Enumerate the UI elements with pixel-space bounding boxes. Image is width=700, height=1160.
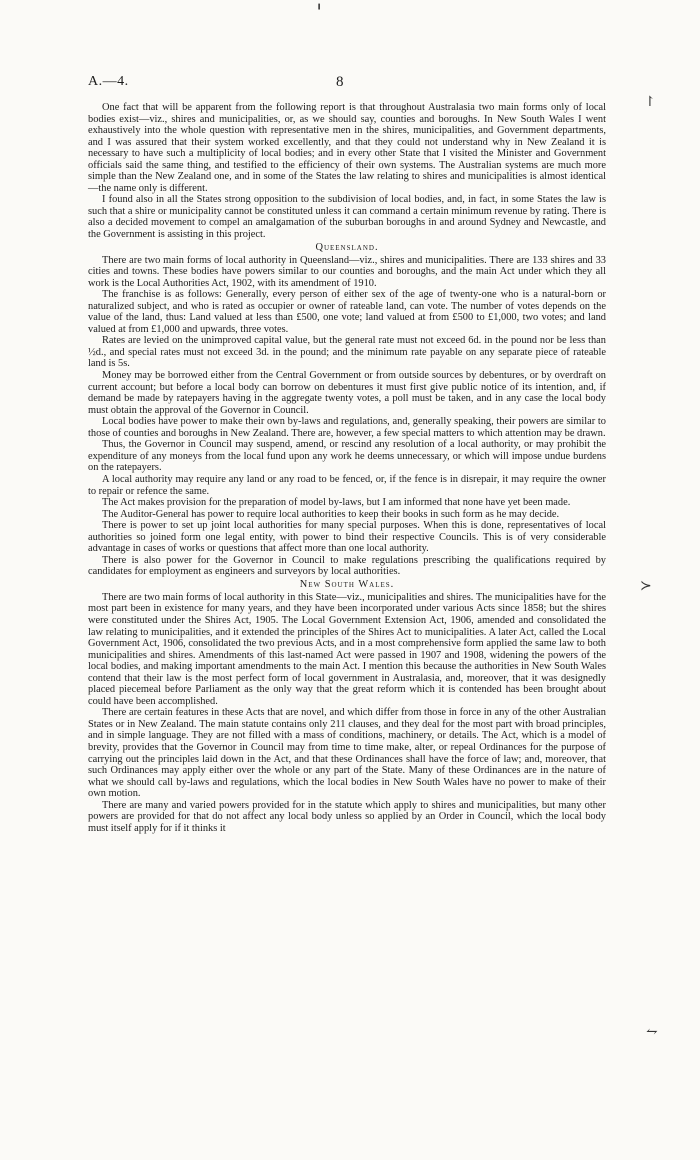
page-number: 8 [336,74,344,90]
paragraph: Local bodies have power to make their own by-laws and regulations, and, generally speaking, their powers are similar to those of counties and boroughs in New Zealand. There are, however, a few special matters to which attention may be drawn. [88,416,606,439]
margin-mark-top: ↾ [644,95,656,110]
paragraph: Rates are levied on the unimproved capital value, but the general rate must not exceed 6d. in the pound nor be less than ½d., and special rates must not exceed 3d. in the pound; and the minimum rate payable on any separate piece of rateable land is 5s. [88,335,606,370]
paragraph: There is also power for the Governor in Council to make regulations prescribing the qualifications required by candidates for employment as engineers and surveyors by local authorities. [88,554,606,578]
paragraph: The Auditor-General has power to require local authorities to keep their books in such form as he may decide. [102,508,560,520]
section-heading: Queensland. [315,241,379,253]
paragraph: The Act makes provision for the preparation of model by-laws, but I am informed that none have yet been made. [102,497,571,509]
margin-mark-middle: ≻ [640,579,652,594]
paragraph: There are certain features in these Acts that are novel, and which differ from those in force in any of the other Australian States or in New Zealand. The main statute contains only 211 clauses, and they deal for the most part with broad principles, and in simple language. They are not filled with a mass of conditions, machinery, or details. The Act, which is a model of brevity, provides that the Governor in Council may from time to time make, alter, or repeal Ordinances for the purpose of carrying out the principles laid down in the Act, and that these Ordinances shall have the force of law; and, moreover, that such Ordinances may apply either over the whole or any part of the State. Many of these Ordinances are in the nature of what we should call by-laws and regulations, which the local bodies in New South Wales have no power to make of their own motion. [88,707,606,800]
paragraph: There are two main forms of local authority in Queensland—viz., shires and municipalities. There are 133 shires and 33 cities and towns. These bodies have powers similar to our counties and boroughs, and the main Act under which they all work is the Local Authorities Act, 1902, with its amendment of 1910. [88,254,606,289]
page-header [88,74,608,94]
paragraph: I found also in all the States strong opposition to the subdivision of local bodies, and, in fact, in some States the law is such that a shire or municipality cannot be constituted unless it can command a certain minimum revenue by rating. There is also a decided movement to compel an amalgamation of the suburban boroughs in and around Sydney and Newcastle, and the Government is assisting in this project. [88,194,606,241]
paragraph: There are many and varied powers provided for in the statute which apply to shires and municipalities, but many other powers are provided for that do not affect any local body unless so applied by an Order in Council, which the local body must itself apply for if it thinks it [88,799,606,834]
paragraph: There is power to set up joint local authorities for many special purposes. When this is done, representatives of local authorities so joined form one legal entity, with power to bind their respective Councils. This is of very considerable advantage in cases of works or questions that affect more than one local authority. [88,520,606,555]
margin-mark-bottom: ⥊ [646,1025,658,1040]
section-heading: New South Wales. [299,578,395,590]
document-reference: A.—4. [88,74,129,89]
paragraph: There are two main forms of local authority in this State—viz., municipalities and shires. The municipalities have for the most part been in existence for many years, and they have been incorporated under various Acts since 1858; but the shires were constituted under the Shires Act, 1905. The Local Government Extension Act, 1906, amended and consolidated the law relating to municipalities, and it extended the principles of the Shires Act to municipalities. A later Act, called the Local Government Act, 1906, consolidated the two previous Acts, and in a most comprehensive form applied the same law to both municipalities and shires. Amendments of this last-named Act were passed in 1907 and 1908, widening the powers of the local bodies, and making important amendments to the main Act. I mention this because the authorities in New South Wales contend that their law is the most perfect form of local government in Australasia, and, moreover, that it was designedly placed piecemeal before Parliament as the only way that the great reform which it is contended has been brought about could have been accomplished. [88,591,606,707]
top-mark: ╹ [316,5,323,16]
paragraph: A local authority may require any land or any road to be fenced, or, if the fence is in disrepair, it may require the owner to repair or refence the same. [88,473,606,497]
paragraph: Money may be borrowed either from the Central Government or from outside sources by debentures, or by overdraft on current account; but before a local body can borrow on debentures it must first give public notice of its intention, and, if demand be made by ratepayers having in the aggregate twenty votes, a poll must be taken, and in any case the local body must obtain the approval of the Governor in Council. [88,370,606,416]
paragraph: The franchise is as follows: Generally, every person of either sex of the age of twenty-one who is a natural-born or naturalized subject, and who is rated as occupier or owner of rateable land, can vote. The number of votes depends on the value of the land, thus: Land valued at less than £500, one vote; land valued at from £500 to £1,000, two votes; and land valued at from £1,000 and upwards, three votes. [88,289,606,335]
paragraph: One fact that will be apparent from the following report is that throughout Australasia two main forms only of local bodies exist—viz., shires and municipalities, or, as we should say, counties and boroughs. In New South Wales I went exhaustively into the whole question with representative men in the shires, municipalities, and Government departments, and I was assured that their system worked excellently, and that they could not understand why in New Zealand it is necessary to have such a multiplicity of local bodies; and in every other State that I visited the Minister and Government officials said the same thing, and testified to the efficiency of their own systems. The Australian systems are much more simple than the New Zealand one, and in some of the States the law relating to shires and municipalities is almost identical—the name only is different. [88,102,606,194]
report-body [88,102,606,834]
paragraph: Thus, the Governor in Council may suspend, amend, or rescind any resolution of a local authority, or may prohibit the expenditure of any moneys from the local fund upon any work he deems unnecessary, or which will impose undue burdens on the ratepayers. [88,439,606,474]
